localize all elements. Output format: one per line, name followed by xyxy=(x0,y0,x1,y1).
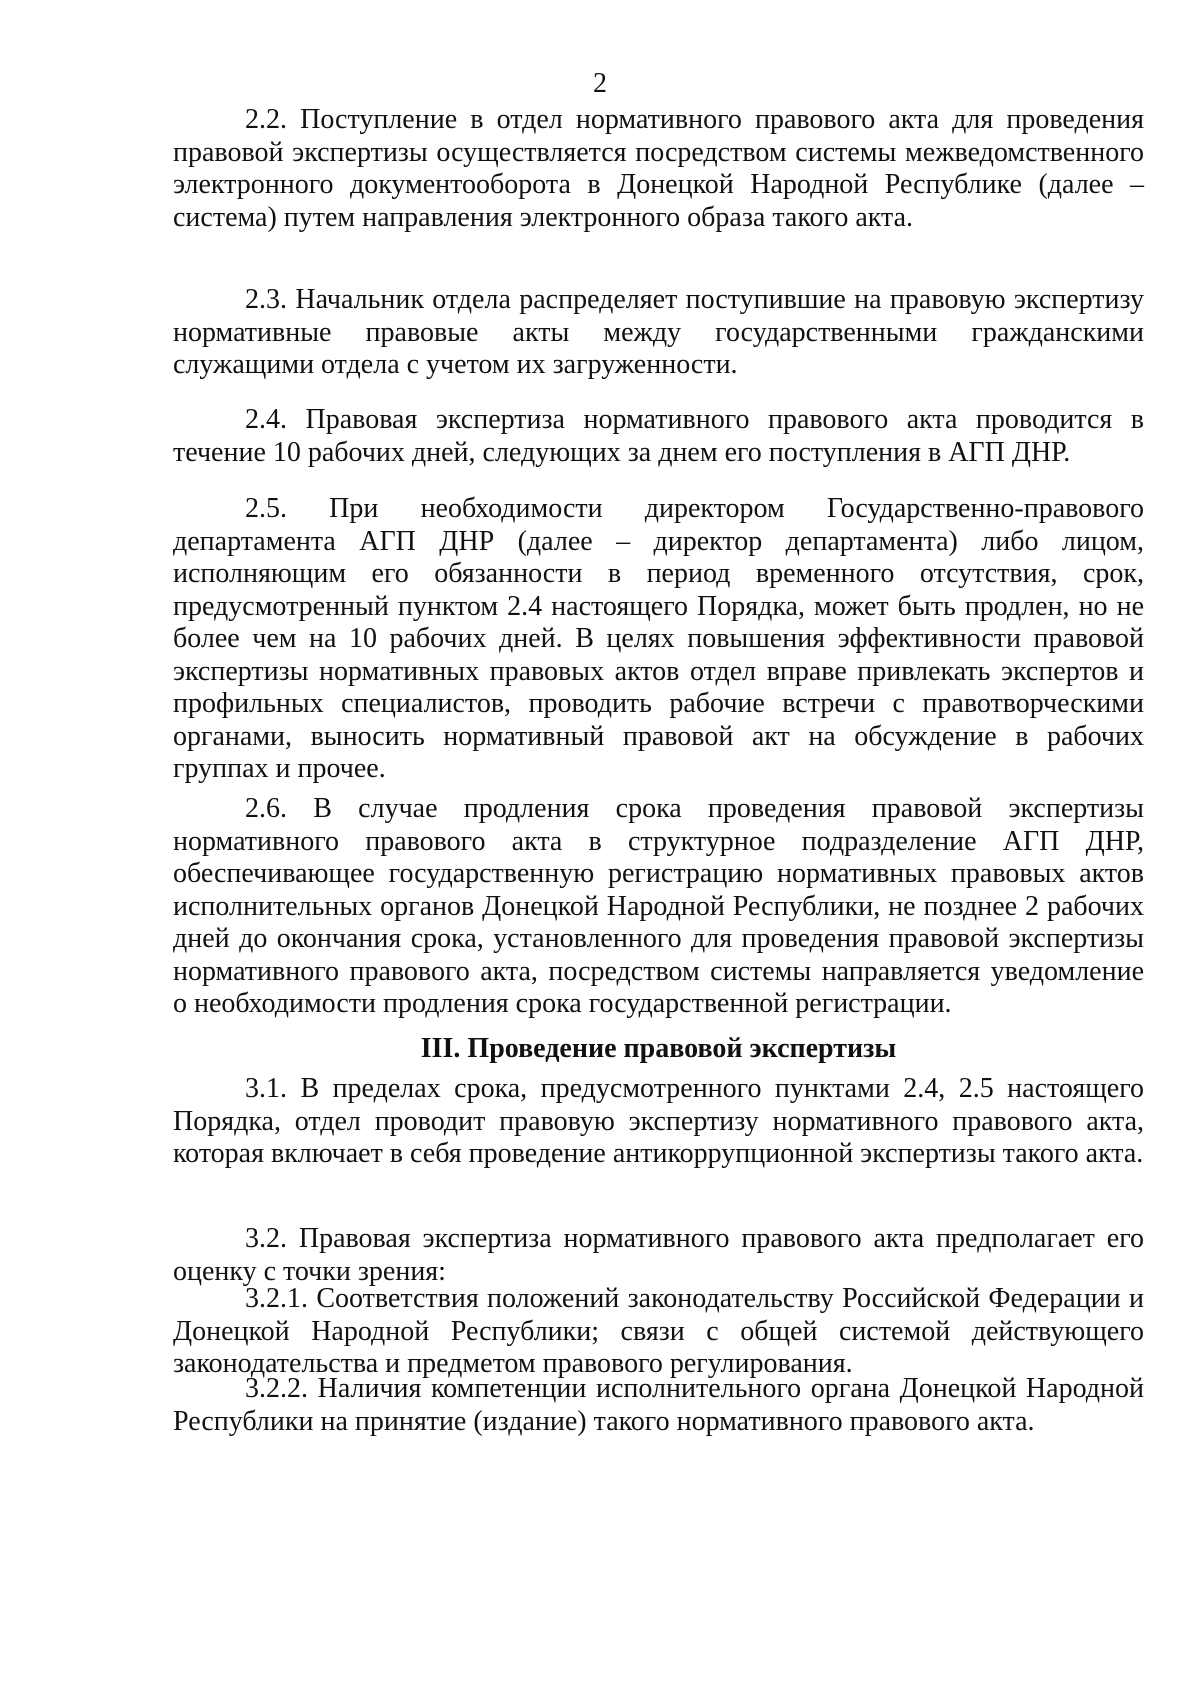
paragraph-3-2-2: 3.2.2. Наличия компетенции исполнительного органа Донецкой Народной Республики на принятие (издание) такого нормативного правового акта. xyxy=(173,1373,1144,1437)
section-3-heading: III. Проведение правовой экспертизы xyxy=(420,1033,897,1064)
paragraph-3-2: 3.2. Правовая экспертиза нормативного правового акта предполагает его оценку с точки зрения: xyxy=(173,1223,1144,1287)
page-number: 2 xyxy=(593,68,607,99)
paragraph-3-1: 3.1. В пределах срока, предусмотренного пунктами 2.4, 2.5 настоящего Порядка, отдел проводит правовую экспертизу нормативного правового акта, которая включает в себя проведение антикоррупционной экспертизы такого акта. xyxy=(173,1073,1144,1169)
paragraph-2-2: 2.2. Поступление в отдел нормативного правового акта для проведения правовой экспертизы осуществляется посредством системы межведомственного электронного документооборота в Донецкой Народной Республике (далее – система) путем направления электронного образа такого акта. xyxy=(173,104,1144,233)
paragraph-2-6: 2.6. В случае продления срока проведения правовой экспертизы нормативного правового акта в структурное подразделение АГП ДНР, обеспечивающее государственную регистрацию нормативных правовых актов исполнительных органов Донецкой Народной Республики, не позднее 2 рабочих дней до окончания срока, установленного для проведения правовой экспертизы нормативного правового акта, посредством системы направляется уведомление о необходимости продления срока государственной регистрации. xyxy=(173,793,1144,1019)
paragraph-3-2-1: 3.2.1. Соответствия положений законодательству Российской Федерации и Донецкой Народной Республики; связи с общей системой действующего законодательства и предметом правового регулирования. xyxy=(173,1283,1144,1379)
paragraph-2-3: 2.3. Начальник отдела распределяет поступившие на правовую экспертизу нормативные правовые акты между государственными гражданскими служащими отдела с учетом их загруженности. xyxy=(173,284,1144,380)
paragraph-2-4: 2.4. Правовая экспертиза нормативного правового акта проводится в течение 10 рабочих дней, следующих за днем его поступления в АГП ДНР. xyxy=(173,404,1144,468)
paragraph-2-5: 2.5. При необходимости директором Государственно-правового департамента АГП ДНР (далее – директор департамента) либо лицом, исполняющим его обязанности в период временного отсутствия, срок, предусмотренный пунктом 2.4 настоящего Порядка, может быть продлен, но не более чем на 10 рабочих дней. В целях повышения эффективности правовой экспертизы нормативных правовых актов отдел вправе привлекать экспертов и профильных специалистов, проводить рабочие встречи с правотворческими органами, выносить нормативный правовой акт на обсуждение в рабочих группах и прочее. xyxy=(173,493,1144,784)
